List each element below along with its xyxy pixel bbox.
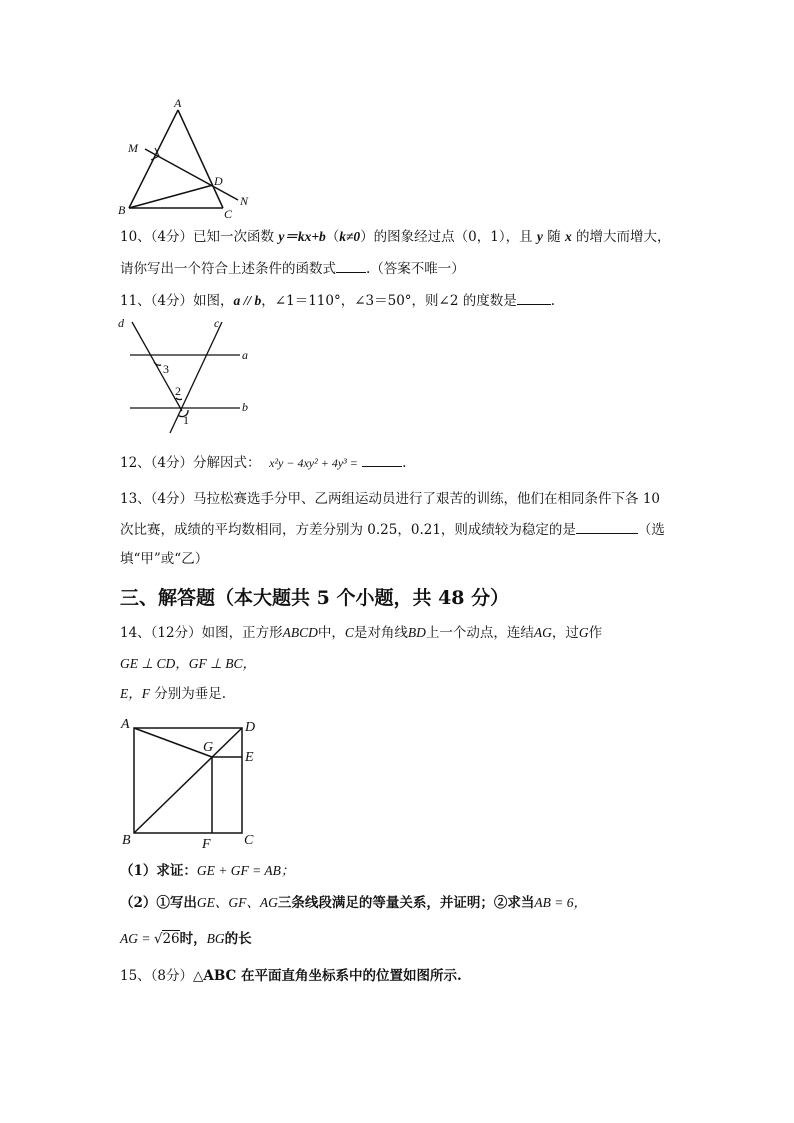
q12-text: 分解因式： [193,455,261,471]
q10-text: 的增大而增大， [571,229,671,245]
label-a: a [242,348,248,362]
q14-part1-label: （1）求证： [120,863,197,879]
q10-condition: k≠0 [339,229,361,244]
q14-point: C [344,625,354,640]
q11-text: 如图， [193,293,234,309]
question-13-line2 [120,519,665,540]
q11-text: . [550,293,556,309]
q14-part2-text: 的长 [224,931,252,947]
question-14-part1 [120,861,294,881]
label-d: D [214,174,223,188]
label-c: c [214,316,220,330]
q14-text: 上一个动点，连结 [425,625,534,641]
question-10-line2 [120,258,465,279]
q10-number: 10、（4分） [120,229,194,245]
q14-sqrt-value: 26 [162,931,180,947]
q13-text: （选 [637,522,665,538]
q10-var-y: y [536,229,543,244]
q14-part2-segments: GE、GF、AG [196,895,278,910]
section-heading: 三、解答题（本大题共 5 个小题，共 48 分） [120,587,510,609]
q10-var-x: x [565,229,572,244]
question-13 [120,489,660,509]
question-14-part2 [120,893,587,913]
q15-text: △ABC 在平面直角坐标系中的位置如图所示. [193,968,462,984]
q13-text: 马拉松赛选手分甲、乙两组运动员进行了艰苦的训练，他们在相同条件下各 10 [193,491,660,507]
q14-part2-expr: AG = [120,931,154,946]
q11-parallel: a // b [233,293,262,308]
label-d: D [245,720,256,735]
label-a: A [121,717,130,732]
q14-part2-text: 时， [179,931,207,947]
q10-text: .（答案不唯一） [366,261,465,277]
q13-text: 次比赛，成绩的平均数相同，方差分别为 0.25，0.21，则成绩较为稳定的是 [120,522,576,538]
q14-square: ABCD [282,625,318,640]
q14-point: G [578,625,589,640]
q10-text: 随 [542,229,566,245]
q14-part1-expr: GE + GF = AB； [196,863,295,878]
q14-part2-expr: AB = 6， [534,895,588,910]
label-e: E [245,750,254,765]
label-f: F [202,837,211,852]
answer-blank[interactable] [336,258,366,273]
question-14-part2-line2 [120,929,252,949]
angle-2: 2 [175,384,181,398]
question-10 [120,227,671,247]
label-a: A [174,96,182,110]
q13-text: 填“甲”或“乙） [120,551,209,567]
q14-part2-label: （2）①写出 [120,895,197,911]
q14-segment: AG [533,625,552,640]
q15-number: 15、（8分） [120,968,194,984]
q10-text: 已知一次函数 [193,229,279,245]
q14-diagonal: BD [407,625,426,640]
question-14-line3 [120,684,226,704]
sqrt-sign: √ [153,931,163,947]
q14-text: 中， [317,625,345,641]
question-11 [120,290,555,311]
label-d: d [118,316,124,330]
q14-number: 14、（12分） [120,625,202,641]
q14-segment: BG [206,931,225,946]
label-b: b [242,400,248,414]
question-12 [120,452,406,473]
q10-text: ）的图象经过点（0，1），且 [360,229,537,245]
question-14 [120,623,602,643]
label-b: B [122,833,131,848]
q10-text: 请你写出一个符合上述条件的函数式 [120,261,336,277]
q11-text: ，∠1＝110°，∠3＝50°，则∠2 的度数是 [261,293,517,309]
q10-text: （ [325,229,340,245]
q12-expression: x²y − 4xy² + 4y³ = [269,456,358,470]
q12-number: 12、（4分） [120,455,194,471]
q13-number: 13、（4分） [120,491,194,507]
question-13-line3 [120,549,208,569]
label-b: B [118,203,126,217]
q14-text: 分别为垂足. [154,686,227,702]
answer-blank[interactable] [517,290,551,305]
angle-3: 3 [163,362,169,376]
label-n: N [240,194,249,208]
q14-text: 是对角线 [353,625,408,641]
question-15 [120,966,462,986]
q10-function: y＝kx+b [278,229,326,244]
angle-1: 1 [183,413,189,427]
q14-points: E，F [120,686,150,701]
figure-square-abcd [118,714,268,854]
figure-parallel-lines [110,313,260,435]
label-c: C [244,833,254,848]
q14-text: ，过 [551,625,579,641]
figure-triangle-abc [112,96,262,220]
q12-text: . [402,455,407,471]
label-c: C [224,207,233,220]
label-g: G [203,740,214,755]
q14-text: 作 [588,625,603,641]
q14-text: 如图，正方形 [201,625,283,641]
question-14-line2: GE ⊥ CD，GF ⊥ BC， [120,656,257,671]
q14-part2-text: 三条线段满足的等量关系，并证明；②求当 [277,895,535,911]
answer-blank[interactable] [576,519,638,534]
label-m: M [128,141,138,155]
q11-number: 11、（4分） [120,293,194,309]
answer-blank[interactable] [362,452,402,467]
